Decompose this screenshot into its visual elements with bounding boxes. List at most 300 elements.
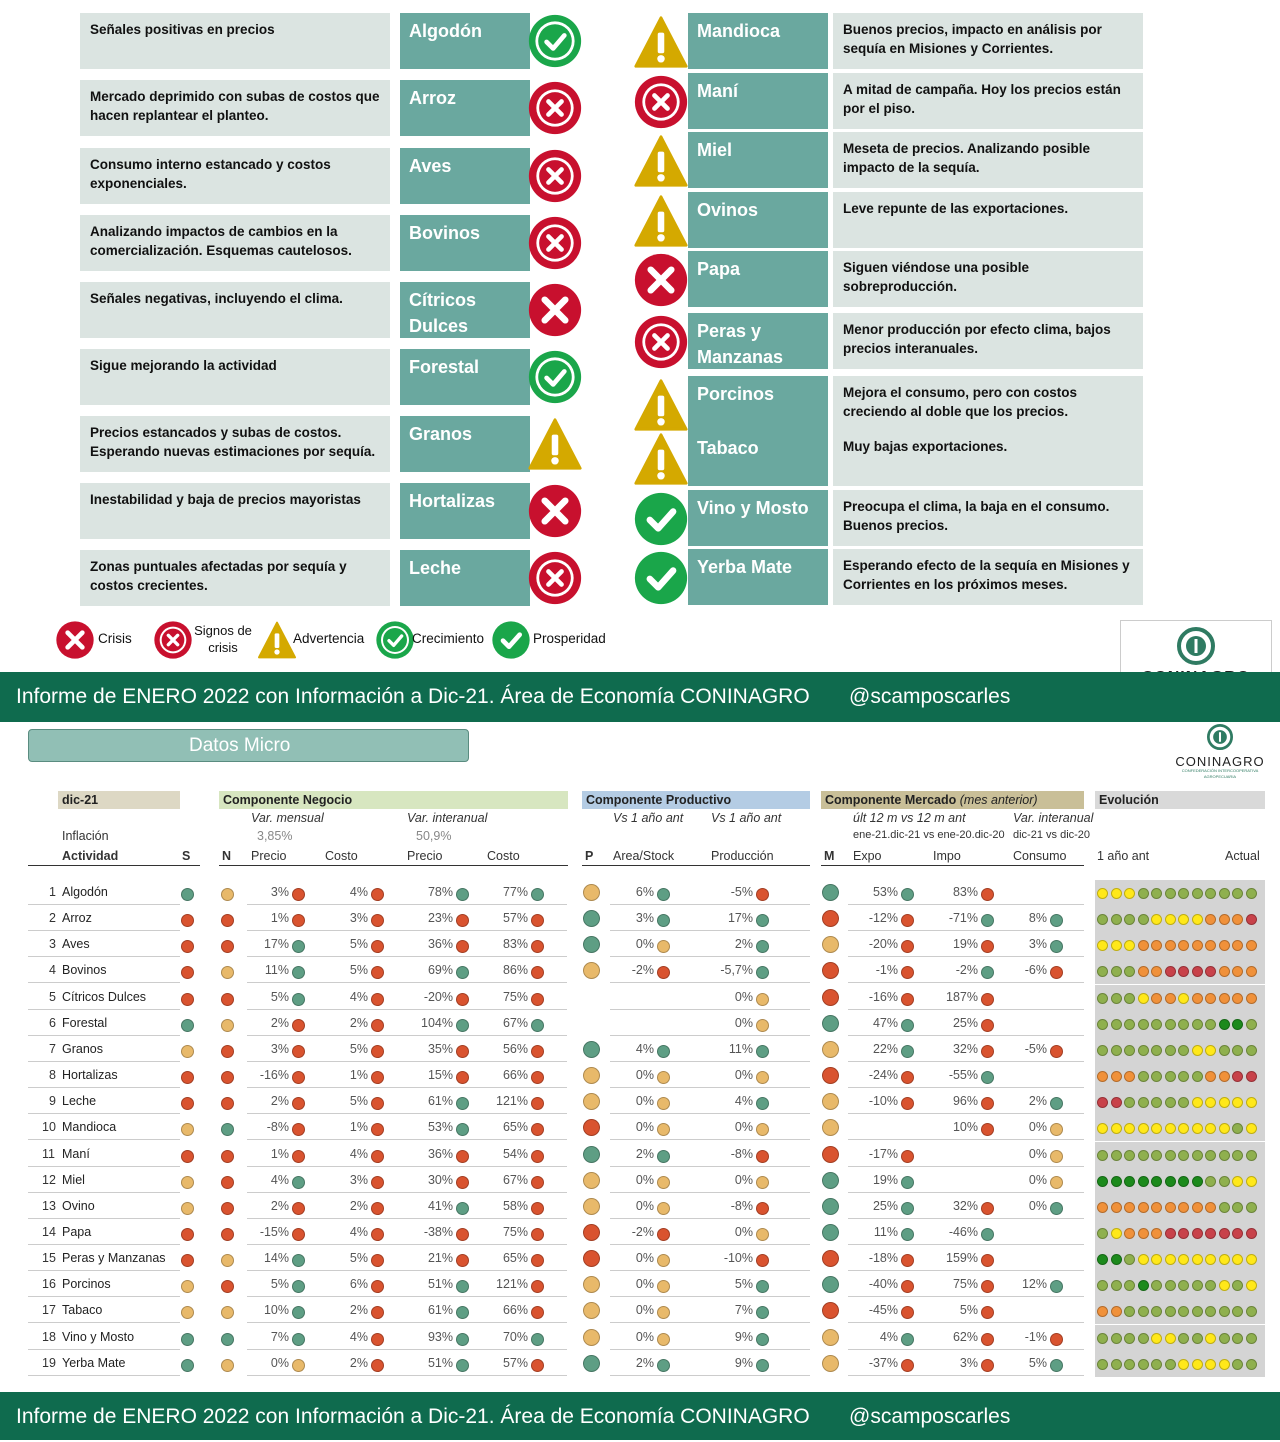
evolution-dot: [1219, 888, 1230, 899]
value-prod: 0%: [734, 1225, 753, 1239]
value-expo: -17%: [868, 1147, 898, 1161]
row-activity-name: Mandioca: [62, 1120, 117, 1134]
row-rule: [247, 982, 567, 983]
twitter-handle[interactable]: @scamposcarles: [849, 685, 1011, 708]
dot-cons: [1050, 1150, 1063, 1163]
row-activity-name: Porcinos: [62, 1277, 111, 1291]
right-item-name: Miel: [688, 132, 828, 188]
value-ci: 57%: [502, 911, 528, 925]
row-rule: [28, 1322, 180, 1323]
evolution-dot: [1178, 1202, 1189, 1213]
legend-label: Prosperidad: [533, 631, 606, 646]
evolution-dot: [1097, 1254, 1108, 1265]
row-rule: [848, 1192, 1084, 1193]
dot-pm: [292, 1071, 305, 1084]
row-rule: [848, 1087, 1084, 1088]
evolution-dot: [1246, 914, 1257, 925]
row-rule: [610, 1035, 810, 1036]
p-indicator-dot: [583, 1250, 600, 1267]
dot-ci: [531, 1071, 544, 1084]
evolution-dot: [1151, 940, 1162, 951]
evolution-dot: [1219, 1150, 1230, 1161]
dot-impo: [981, 940, 994, 953]
row-rule: [610, 1139, 810, 1140]
s-indicator-dot: [181, 1333, 194, 1346]
value-cm: 1%: [349, 1068, 368, 1082]
evolution-dot: [1246, 1228, 1257, 1239]
value-impo: -2%: [955, 963, 978, 977]
col-expo: Expo: [853, 849, 882, 863]
evolution-dot: [1138, 1045, 1149, 1056]
dot-pi: [456, 914, 469, 927]
header-rule: [219, 865, 568, 866]
prosperity-icon: [633, 491, 689, 552]
row-rule: [610, 1218, 810, 1219]
value-pm: 2%: [270, 1016, 289, 1030]
m-indicator-dot: [822, 962, 839, 979]
evolution-dot: [1097, 1202, 1108, 1213]
dot-expo: [901, 1071, 914, 1084]
dot-area: [657, 1333, 670, 1346]
value-cons: 0%: [1028, 1199, 1047, 1213]
dot-ci: [531, 1228, 544, 1241]
evolution-dot: [1219, 1123, 1230, 1134]
row-number: 10: [42, 1120, 56, 1134]
value-cm: 4%: [349, 1225, 368, 1239]
dot-pm: [292, 1254, 305, 1267]
evolution-dot: [1138, 1202, 1149, 1213]
value-expo: -45%: [868, 1303, 898, 1317]
dot-pm: [292, 940, 305, 953]
row-number: 3: [49, 937, 56, 951]
row-rule: [28, 1087, 180, 1088]
value-pi: 61%: [427, 1094, 453, 1108]
row-rule: [28, 1218, 180, 1219]
dot-impo: [981, 1333, 994, 1346]
value-impo: 32%: [952, 1199, 978, 1213]
value-cons: 0%: [1028, 1147, 1047, 1161]
value-pi: 36%: [427, 937, 453, 951]
evolution-dot: [1097, 1359, 1108, 1370]
evolution-dot: [1219, 1019, 1230, 1030]
dot-ci: [531, 1097, 544, 1110]
signos-de-crisis-icon: [633, 74, 689, 135]
value-cm: 4%: [349, 990, 368, 1004]
evolution-dot: [1205, 1071, 1216, 1082]
value-pm: -16%: [259, 1068, 289, 1082]
n-indicator-dot: [221, 1123, 234, 1136]
row-number: 4: [49, 963, 56, 977]
evolution-dot: [1165, 1071, 1176, 1082]
evolution-dot: [1151, 1176, 1162, 1187]
value-pm: 5%: [270, 990, 289, 1004]
dot-cm: [371, 1097, 384, 1110]
n-indicator-dot: [221, 1071, 234, 1084]
evolution-dot: [1205, 1097, 1216, 1108]
value-ci: 54%: [502, 1147, 528, 1161]
value-impo: -71%: [948, 911, 978, 925]
row-rule: [848, 1375, 1084, 1376]
evolution-dot: [1124, 940, 1135, 951]
s-indicator-dot: [181, 1019, 194, 1032]
coninagro-emblem-small-icon: [1207, 724, 1233, 750]
value-pm: 2%: [270, 1199, 289, 1213]
value-ci: 56%: [502, 1042, 528, 1056]
left-item-desc: Señales negativas, incluyendo el clima.: [80, 282, 390, 338]
evolution-dot: [1124, 1176, 1135, 1187]
value-cons: -6%: [1024, 963, 1047, 977]
dot-area: [657, 914, 670, 927]
p-indicator-dot: [583, 936, 600, 953]
col-precio-interanual: Precio: [407, 849, 443, 863]
dot-pm: [292, 888, 305, 901]
evolution-dot: [1219, 1280, 1230, 1291]
dot-impo: [981, 1359, 994, 1372]
value-pm: 0%: [270, 1356, 289, 1370]
dot-impo: [981, 1097, 994, 1110]
evolution-dot: [1165, 966, 1176, 977]
dot-pi: [456, 1176, 469, 1189]
row-rule: [247, 1270, 567, 1271]
evolution-dot: [1151, 993, 1162, 1004]
left-item-name: Aves: [400, 148, 530, 204]
evolution-dot: [1124, 993, 1135, 1004]
row-rule: [28, 1296, 180, 1297]
value-cons: -1%: [1024, 1330, 1047, 1344]
evolution-dot: [1246, 1071, 1257, 1082]
dot-pm: [292, 966, 305, 979]
dot-cons: [1050, 1202, 1063, 1215]
row-activity-name: Maní: [62, 1147, 90, 1161]
evolution-dot: [1219, 914, 1230, 925]
evolution-dot: [1178, 1280, 1189, 1291]
value-impo: 5%: [959, 1303, 978, 1317]
row-rule: [848, 1113, 1084, 1114]
value-area: 0%: [635, 1330, 654, 1344]
value-prod: -5,7%: [720, 963, 753, 977]
evolution-dot: [1124, 1202, 1135, 1213]
right-item-name: Mandioca: [688, 13, 828, 69]
row-number: 2: [49, 911, 56, 925]
dot-prod: [756, 1306, 769, 1319]
evolution-dot: [1205, 1359, 1216, 1370]
evolution-dot: [1205, 1280, 1216, 1291]
value-area: 0%: [635, 1120, 654, 1134]
evolution-dot: [1165, 1202, 1176, 1213]
row-activity-name: Algodón: [62, 885, 108, 899]
dot-expo: [901, 1202, 914, 1215]
evolution-dot: [1232, 1176, 1243, 1187]
n-indicator-dot: [221, 993, 234, 1006]
dot-area: [657, 1097, 670, 1110]
col-anio-ant: 1 año ant: [1097, 849, 1150, 863]
coninagro-logo-small: [1168, 724, 1272, 779]
n-indicator-dot: [221, 940, 234, 953]
value-expo: -20%: [868, 937, 898, 951]
dot-pi: [456, 1123, 469, 1136]
value-cm: 2%: [349, 1016, 368, 1030]
left-item-desc: Analizando impactos de cambios en la comercialización. Esquemas cautelosos.: [80, 215, 390, 271]
evolution-dot: [1219, 1071, 1230, 1082]
legend-label: Signos de crisis: [194, 623, 252, 655]
p-indicator-dot: [583, 1329, 600, 1346]
evolution-dot: [1111, 966, 1122, 977]
s-indicator-dot: [181, 1228, 194, 1241]
dot-area: [657, 1045, 670, 1058]
m-indicator-dot: [822, 1198, 839, 1215]
row-rule: [610, 1270, 810, 1271]
m-indicator-dot: [822, 884, 839, 901]
evolution-dot: [1246, 1306, 1257, 1317]
value-area: -2%: [631, 963, 654, 977]
evolution-dot: [1205, 1228, 1216, 1239]
m-indicator-dot: [822, 1015, 839, 1032]
row-number: 6: [49, 1016, 56, 1030]
value-expo: 4%: [879, 1330, 898, 1344]
dot-cm: [371, 1359, 384, 1372]
row-rule: [247, 1322, 567, 1323]
evolution-dot: [1151, 1333, 1162, 1344]
row-number: 1: [49, 885, 56, 899]
dot-area: [657, 1150, 670, 1163]
value-pm: -15%: [259, 1225, 289, 1239]
value-pi: 30%: [427, 1173, 453, 1187]
evolution-dot: [1192, 1359, 1203, 1370]
evolution-dot: [1097, 888, 1108, 899]
evolution-dot: [1232, 1071, 1243, 1082]
evolution-dot: [1246, 1150, 1257, 1161]
row-activity-name: Papa: [62, 1225, 92, 1239]
value-pi: 53%: [427, 1120, 453, 1134]
value-ci: 75%: [502, 1225, 528, 1239]
value-pm: 14%: [263, 1251, 289, 1265]
dot-cons: [1050, 914, 1063, 927]
evolution-dot: [1205, 1045, 1216, 1056]
vs1-area-label: Vs 1 año ant: [613, 811, 684, 825]
value-impo: 32%: [952, 1042, 978, 1056]
dot-expo: [901, 1359, 914, 1372]
value-ci: 57%: [502, 1356, 528, 1370]
evolution-dot: [1178, 940, 1189, 951]
evolution-dot: [1111, 1123, 1122, 1134]
dot-prod: [756, 1280, 769, 1293]
value-expo: 11%: [873, 1225, 898, 1239]
evolution-dot: [1111, 888, 1122, 899]
evolution-dot: [1219, 1333, 1230, 1344]
n-indicator-dot: [221, 1045, 234, 1058]
dot-prod: [756, 1333, 769, 1346]
value-area: 0%: [635, 1173, 654, 1187]
value-cm: 4%: [349, 1330, 368, 1344]
evolution-dot: [1219, 1097, 1230, 1108]
dot-cm: [371, 940, 384, 953]
row-number: 13: [42, 1199, 56, 1213]
dot-pi: [456, 940, 469, 953]
row-activity-name: Vino y Mosto: [62, 1330, 135, 1344]
value-cons: 3%: [1028, 937, 1047, 951]
row-rule: [610, 1166, 810, 1167]
evolution-dot: [1178, 966, 1189, 977]
row-activity-name: Yerba Mate: [62, 1356, 126, 1370]
evolution-dot: [1097, 940, 1108, 951]
value-ci: 75%: [502, 990, 528, 1004]
dot-cons: [1050, 1176, 1063, 1189]
evolution-dot: [1124, 1280, 1135, 1291]
dot-ci: [531, 888, 544, 901]
value-expo: -18%: [868, 1251, 898, 1265]
row-number: 19: [42, 1356, 56, 1370]
dot-prod: [756, 1097, 769, 1110]
dot-ci: [531, 993, 544, 1006]
row-rule: [28, 1009, 180, 1010]
dot-pm: [292, 1202, 305, 1215]
evolution-dot: [1097, 1306, 1108, 1317]
evolution-dot: [1151, 1019, 1162, 1030]
dot-expo: [901, 1333, 914, 1346]
evolution-dot: [1097, 1333, 1108, 1344]
value-expo: -10%: [868, 1094, 898, 1108]
value-expo: -1%: [875, 963, 898, 977]
value-pi: 15%: [427, 1068, 453, 1082]
dot-ci: [531, 1306, 544, 1319]
value-pm: 3%: [270, 885, 289, 899]
n-indicator-dot: [221, 1202, 234, 1215]
dot-area: [657, 1123, 670, 1136]
evolution-dot: [1178, 1019, 1189, 1030]
evolution-dot: [1097, 1280, 1108, 1291]
dot-pm: [292, 1097, 305, 1110]
evolution-dot: [1192, 1254, 1203, 1265]
value-cons: 0%: [1028, 1120, 1047, 1134]
legend-prosperity-icon: [491, 620, 531, 665]
row-activity-name: Bovinos: [62, 963, 107, 977]
s-indicator-dot: [181, 1176, 194, 1189]
p-indicator-dot: [583, 1067, 600, 1084]
p-indicator-dot: [583, 1224, 600, 1241]
dot-cm: [371, 1306, 384, 1319]
s-indicator-dot: [181, 1202, 194, 1215]
col-area-stock: Area/Stock: [613, 849, 675, 863]
right-item-name: Porcinos: [688, 376, 828, 432]
m-indicator-dot: [822, 1355, 839, 1372]
m-indicator-dot: [822, 1329, 839, 1346]
dot-impo: [981, 1280, 994, 1293]
left-item-name: Algodón: [400, 13, 530, 69]
row-activity-name: Arroz: [62, 911, 92, 925]
evolution-dot: [1138, 1254, 1149, 1265]
m-indicator-dot: [822, 1276, 839, 1293]
evolution-dot: [1111, 1228, 1122, 1239]
evolution-dot: [1192, 888, 1203, 899]
row-number: 12: [42, 1173, 56, 1187]
dot-expo: [901, 914, 914, 927]
row-rule: [610, 1296, 810, 1297]
row-rule: [610, 1244, 810, 1245]
evolution-dot: [1151, 1306, 1162, 1317]
ult12-label: últ 12 m vs 12 m ant: [853, 811, 966, 825]
row-rule: [848, 1166, 1084, 1167]
evolution-dot: [1192, 1228, 1203, 1239]
evolution-dot: [1232, 1359, 1243, 1370]
dot-area: [657, 1306, 670, 1319]
row-number: 18: [42, 1330, 56, 1344]
value-ci: 67%: [502, 1016, 528, 1030]
evolution-dot: [1192, 1306, 1203, 1317]
row-rule: [28, 1166, 180, 1167]
col-costo-mensual: Costo: [325, 849, 358, 863]
value-area: 6%: [635, 885, 654, 899]
dot-area: [657, 888, 670, 901]
twitter-handle-bottom[interactable]: @scamposcarles: [849, 1405, 1011, 1428]
value-prod: -8%: [730, 1147, 753, 1161]
dot-ci: [531, 1280, 544, 1293]
evolution-dot: [1192, 1333, 1203, 1344]
evolution-dot: [1192, 993, 1203, 1004]
evolution-dot: [1138, 1333, 1149, 1344]
right-item-desc: Buenos precios, impacto en análisis por sequía en Misiones y Corrientes.: [833, 13, 1143, 69]
evolution-dot: [1219, 966, 1230, 977]
value-impo: 96%: [952, 1094, 978, 1108]
dot-area: [657, 940, 670, 953]
evolution-dot: [1097, 1019, 1108, 1030]
row-rule: [247, 1166, 567, 1167]
value-impo: -55%: [948, 1068, 978, 1082]
s-indicator-dot: [181, 1280, 194, 1293]
dot-cons: [1050, 940, 1063, 953]
evolution-dot: [1219, 1254, 1230, 1265]
evolution-dot: [1219, 1228, 1230, 1239]
evolution-dot: [1124, 914, 1135, 925]
value-ci: 70%: [502, 1330, 528, 1344]
coninagro-emblem-icon: [1177, 627, 1215, 665]
row-rule: [848, 1139, 1084, 1140]
left-item-desc: Consumo interno estancado y costos exponenciales.: [80, 148, 390, 204]
evolution-dot: [1151, 1254, 1162, 1265]
value-area: -2%: [631, 1225, 654, 1239]
p-indicator-dot: [583, 1146, 600, 1163]
dot-prod: [756, 1071, 769, 1084]
row-rule: [848, 1322, 1084, 1323]
evolution-dot: [1138, 1071, 1149, 1082]
left-item-desc: Zonas puntuales afectadas por sequía y costos crecientes.: [80, 550, 390, 606]
row-rule: [247, 1192, 567, 1193]
row-rule: [247, 956, 567, 957]
value-cons: 0%: [1028, 1173, 1047, 1187]
dot-cons: [1050, 1333, 1063, 1346]
value-prod: -10%: [723, 1251, 753, 1265]
col-actual: Actual: [1225, 849, 1260, 863]
evolution-dot: [1165, 1306, 1176, 1317]
dot-ci: [531, 1150, 544, 1163]
evolution-dot: [1232, 1019, 1243, 1030]
row-rule: [848, 1218, 1084, 1219]
row-number: 14: [42, 1225, 56, 1239]
evolution-dot: [1111, 1176, 1122, 1187]
dot-ci: [531, 914, 544, 927]
row-number: 17: [42, 1303, 56, 1317]
right-item-name: Yerba Mate: [688, 549, 828, 605]
row-rule: [610, 956, 810, 957]
value-prod: 0%: [734, 1120, 753, 1134]
var-inter-mercado-label: Var. interanual: [1013, 811, 1094, 825]
dot-ci: [531, 1019, 544, 1032]
signos-de-crisis-icon: [527, 215, 583, 276]
dot-prod: [756, 1359, 769, 1372]
evolution-dot: [1192, 1071, 1203, 1082]
dot-pi: [456, 1280, 469, 1293]
evolution-dot: [1124, 1123, 1135, 1134]
dot-prod: [756, 966, 769, 979]
